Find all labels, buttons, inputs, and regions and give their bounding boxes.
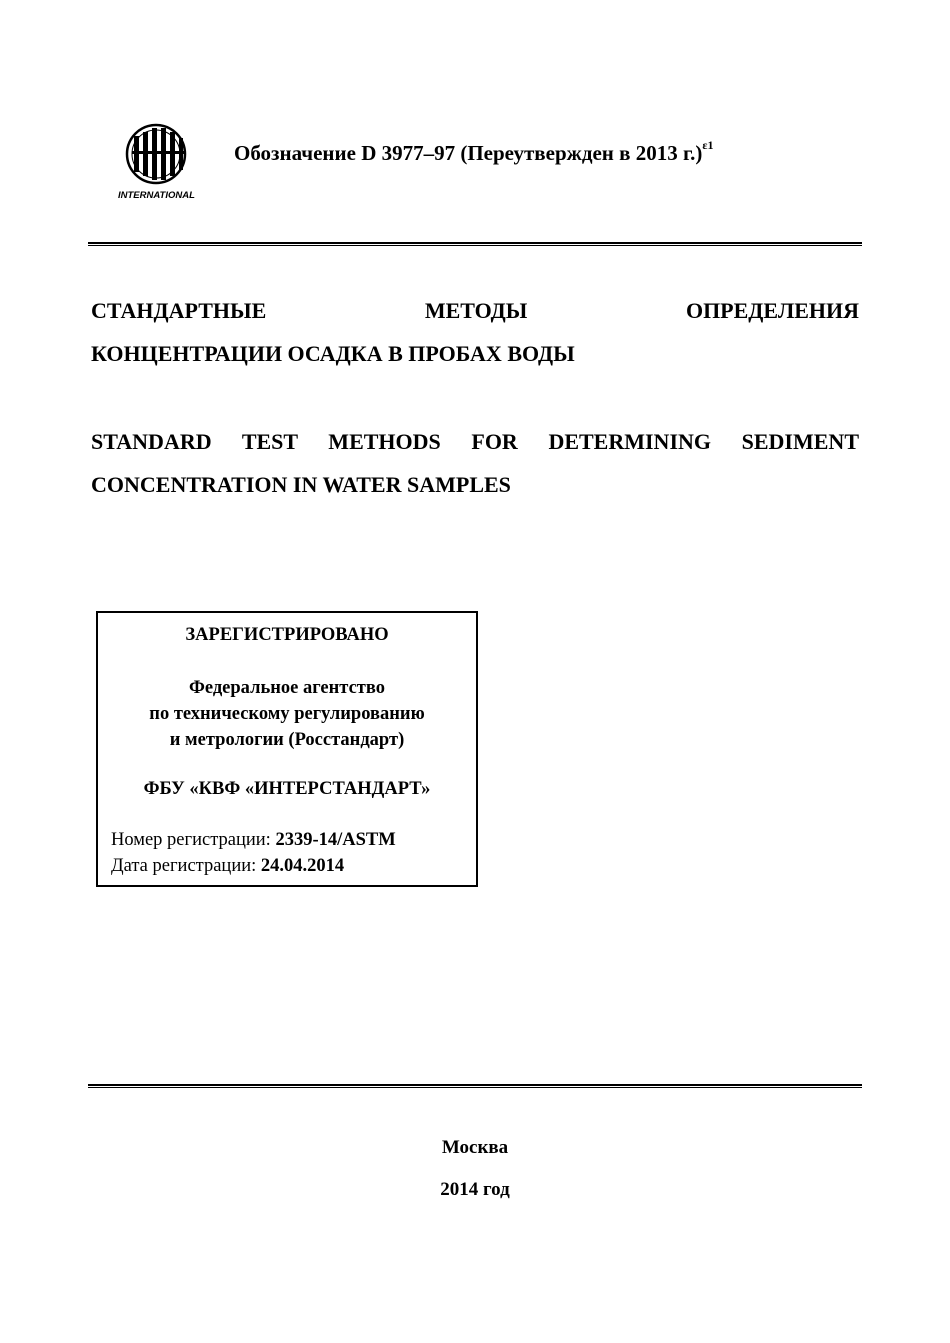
bottom-divider — [88, 1084, 862, 1088]
publication-city: Москва — [441, 1137, 509, 1158]
registration-date-row — [111, 853, 396, 879]
designation-text: Обозначение D 3977–97 (Переутвержден в 2013 г.) — [234, 141, 703, 165]
publication-year: 2014 год — [440, 1179, 510, 1200]
registration-organization: ФБУ «КВФ «ИНТЕРСТАНДАРТ» — [143, 779, 431, 799]
registration-heading: ЗАРЕГИСТРИРОВАНО — [185, 625, 389, 645]
title-russian-line-1: СТАНДАРТНЫЕ МЕТОДЫ ОПРЕДЕЛЕНИЯ — [91, 298, 859, 323]
agency-line-1: Федеральное агентство — [188, 678, 386, 698]
registration-number-label: Номер регистрации: — [111, 830, 276, 850]
designation-superscript: ε1 — [702, 138, 714, 152]
registration-date-value: 24.04.2014 — [260, 856, 345, 876]
astm-emblem-icon — [112, 118, 204, 202]
registration-date-label: Дата регистрации: — [111, 856, 261, 876]
registration-agency — [98, 675, 476, 753]
registration-number-row — [111, 827, 396, 853]
standard-designation — [234, 138, 714, 166]
title-russian — [91, 289, 859, 375]
top-divider — [88, 242, 862, 246]
logo-caption: INTERNATIONAL — [118, 190, 195, 201]
agency-line-3: и метрологии (Росстандарт) — [169, 730, 405, 750]
agency-line-2: по техническому регулированию — [149, 704, 425, 724]
title-russian-line-2: КОНЦЕНТРАЦИИ ОСАДКА В ПРОБАХ ВОДЫ — [91, 341, 575, 366]
registration-details — [111, 827, 396, 879]
title-english-line-1: STANDARD TEST METHODS FOR DETERMINING SEDIMENT — [91, 429, 859, 454]
registration-stamp — [96, 611, 478, 887]
registration-number-value: 2339-14/ASTM — [275, 830, 396, 850]
title-english-line-2: CONCENTRATION IN WATER SAMPLES — [91, 472, 511, 497]
title-english — [91, 420, 859, 506]
astm-logo — [112, 118, 204, 202]
